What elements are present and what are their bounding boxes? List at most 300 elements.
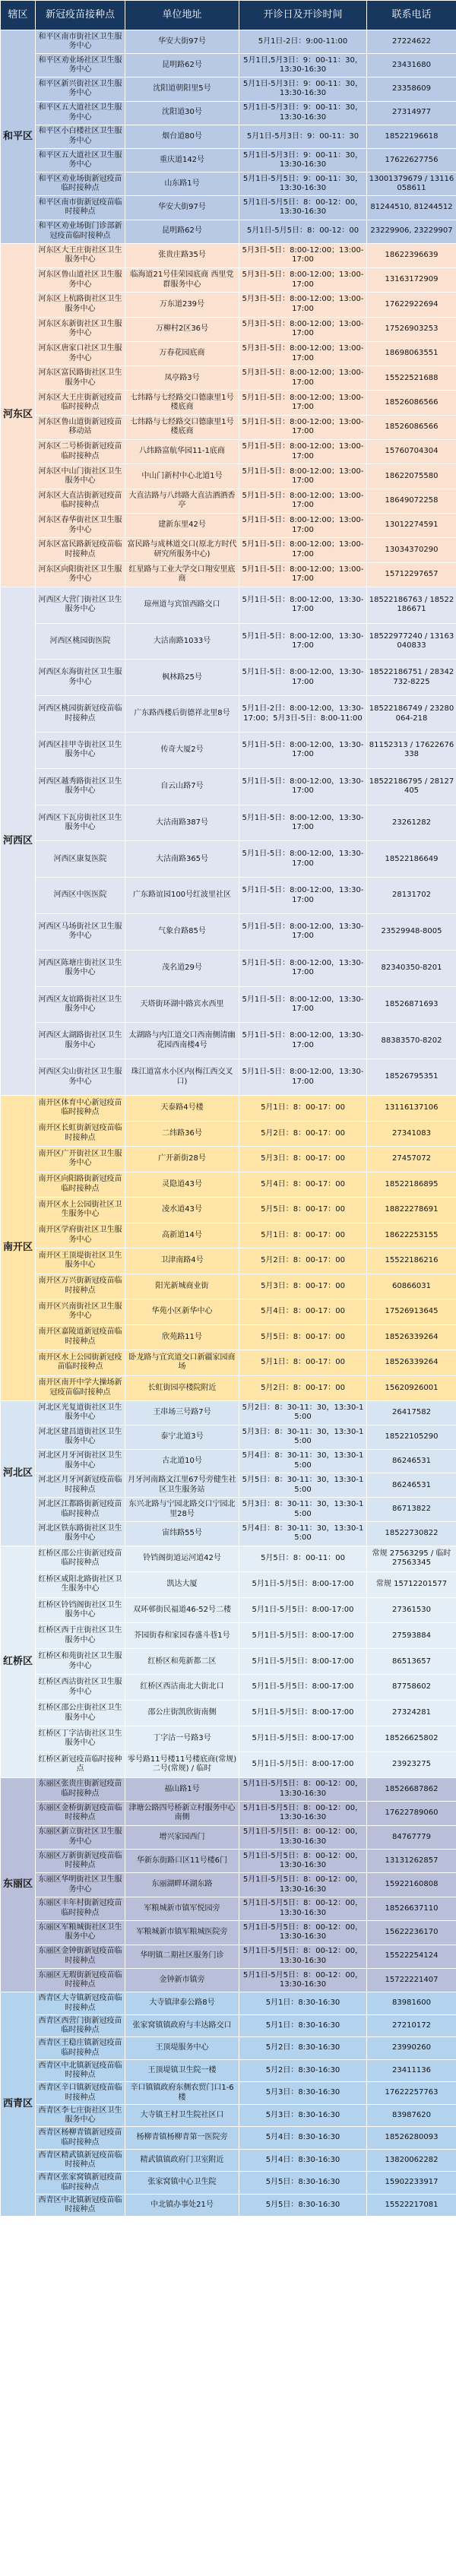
site-phone: 87758602 [367,1675,456,1701]
site-hours: 5月1日-5月3日：9：00-11：30 [239,125,367,148]
site-name: 河西区太湖路街社区卫生服务中心 [36,1023,125,1059]
site-name: 河东区大直沽街新冠疫苗临时接种点 [36,489,125,513]
site-phone: 27324281 [367,1701,456,1726]
site-phone: 13820062282 [367,2149,456,2172]
table-body [1,30,456,2217]
site-name: 西青区辛口镇新冠疫苗临时接种点 [36,2082,125,2105]
site-name: 河东区富民路街社区卫生服务中心 [36,366,125,391]
site-address: 七纬路与七经路交口德康里1号楼底商 [125,391,239,415]
table-row [1,1825,456,1849]
table-row [1,1897,456,1920]
site-address: 古北道10号 [125,1449,239,1473]
site-name: 河东区向阳街社区卫生服务中心 [36,562,125,587]
site-address: 邵公庄街凯欣街南侧 [125,1701,239,1726]
site-name: 南开区体育中心新冠疫苗临时接种点 [36,1096,125,1122]
site-phone: 15902233917 [367,2172,456,2195]
site-hours: 5月1日-5日：8:00-12:00；13:00-17:00 [239,391,367,415]
site-name: 南开区学府街社区卫生服务中心 [36,1223,125,1248]
site-name: 西青区精武镇新冠疫苗临时接种点 [36,2149,125,2172]
site-address: 沈阳道朝阳里5号 [125,78,239,101]
table-row [1,243,456,267]
table-row [1,317,456,341]
site-name: 和平区劝业场街门诊部新冠疫苗临时接种点 [36,220,125,243]
site-address: 广东路西楼后街德祥北里8号 [125,696,239,733]
table-row [1,1675,456,1701]
table-row [1,878,456,914]
table-row [1,623,456,660]
site-address: 烟台道80号 [125,125,239,148]
site-name: 红桥区铃铛阁街社区卫生服务中心 [36,1597,125,1623]
site-hours: 5月1日,5月3日：9：00-11：30，13:30-16:30 [239,54,367,78]
site-hours: 5月1日：8:30-16:30 [239,1992,367,2015]
site-hours: 5月2日：8：30-11：30，13:30-15:00 [239,1401,367,1426]
table-row [1,391,456,415]
site-name: 南开区兴南街社区卫生服务中心 [36,1299,125,1325]
site-phone: 13163172909 [367,267,456,292]
site-hours: 5月4日：8：30-11：30，13:30-15:00 [239,1449,367,1473]
site-hours: 5月3日-5日：8:00-12:00；13:00-17:00 [239,341,367,366]
site-phone: 17622627756 [367,148,456,172]
site-hours: 5月4日：8：00-17：00 [239,1172,367,1198]
site-phone: 23358609 [367,78,456,101]
site-name: 河东区春华街社区卫生服务中心 [36,513,125,537]
site-name: 河东区上杭路街社区卫生服务中心 [36,293,125,317]
site-phone: 23923275 [367,1752,456,1777]
site-address: 大寺镇王村卫生院社区口 [125,2104,239,2127]
table-row [1,196,456,220]
site-name: 河西区尖山街社区卫生服务中心 [36,1059,125,1096]
site-phone: 86513657 [367,1649,456,1675]
site-name: 和平区五大道社区卫生服务中心 [36,101,125,125]
table-row [1,1571,456,1597]
site-name: 红桥区丁字沽街社区卫生服务中心 [36,1726,125,1752]
site-hours: 5月3日-5日：8:00-12:00；13:00-17:00 [239,317,367,341]
site-address: 自云山路7号 [125,768,239,805]
site-phone: 18526795351 [367,1059,456,1096]
site-phone: 18526687862 [367,1777,456,1801]
table-row [1,341,456,366]
table-row [1,1777,456,1801]
site-name: 红桥区西于庄街社区卫生服务中心 [36,1623,125,1649]
site-name: 河东区唐家口社区卫生服务中心 [36,341,125,366]
site-address: 八纬路富航华园11-1底商 [125,440,239,464]
site-hours: 5月2日：8：00-17：00 [239,1375,367,1401]
table-row [1,1121,456,1147]
site-phone: 27314977 [367,101,456,125]
site-address: 华苑小区新华中心 [125,1299,239,1325]
site-name: 西青区李七庄街社区卫生服务中心 [36,2104,125,2127]
table-row [1,1701,456,1726]
site-hours: 5月2日：8:30-16:30 [239,2059,367,2082]
site-phone: 23411136 [367,2059,456,2082]
site-address: 王顶堤服务中心 [125,2037,239,2060]
site-name: 河西区桃园街新冠疫苗临时接种点 [36,696,125,733]
site-address: 二纬路36号 [125,1121,239,1147]
site-hours: 5月1日-5月5日：8:00-17:00 [239,1675,367,1701]
site-phone: 27361530 [367,1597,456,1623]
site-phone: 23431680 [367,54,456,78]
site-hours: 5月1日-5日：8:00-12:00，13:30-17:00 [239,986,367,1023]
site-hours: 5月2日：8：00-17：00 [239,1248,367,1274]
site-hours: 5月3日-5日：8:00-12:00；13:00-17:00 [239,293,367,317]
table-row [1,267,456,292]
district-cell: 河东区 [1,243,36,587]
site-hours: 5月1日：8：00-17：00 [239,1350,367,1376]
site-hours: 5月1日-5日：8:00-12:00；13:00-17:00 [239,464,367,489]
site-address: 万柳村2区36号 [125,317,239,341]
site-phone: 17622257763 [367,2082,456,2105]
site-address: 华安大街97号 [125,30,239,54]
site-phone: 13131262857 [367,1849,456,1872]
table-row [1,2194,456,2217]
site-address: 灵隐道43号 [125,1172,239,1198]
site-phone: 13001379679 / 13116058611 [367,172,456,196]
site-phone: 23529948-8005 [367,914,456,951]
site-phone: 17526903253 [367,317,456,341]
site-address: 太湖路与内江道交口西南侧清幽花园西南楼4号 [125,1023,239,1059]
site-address: 东丽湖畔环湖东路 [125,1873,239,1897]
site-phone: 13034370290 [367,538,456,562]
site-phone: 18622396639 [367,243,456,267]
site-phone: 18522186763 / 18522186671 [367,587,456,623]
site-phone: 60866031 [367,1274,456,1299]
site-name: 西青区杨柳青镇新冠疫苗临时接种点 [36,2127,125,2150]
site-name: 红桥区咸阳北路街社区卫生服务中心 [36,1571,125,1597]
site-name: 西青区西营门街新冠疫苗临时接种点 [36,2014,125,2037]
site-name: 河东区鲁山道社区卫生服务中心 [36,267,125,292]
site-name: 河西区中医医院 [36,878,125,914]
table-row [1,30,456,54]
site-hours: 5月1日-5月5日：8:00-17:00 [239,1649,367,1675]
site-hours: 5月1日-5日：8:00-12:00；13:00-17:00 [239,440,367,464]
site-hours: 5月1日-2日：9:00-11:00 [239,30,367,54]
site-phone: 18622075580 [367,464,456,489]
site-address: 红星路与工业大学交口翔安里底商 [125,562,239,587]
site-name: 东丽区华明街社区卫生服务中心 [36,1873,125,1897]
site-hours: 5月4日：8：30-11：30，13:30-15:00 [239,1521,367,1546]
site-address: 零号路11号楼11号楼底商(常规)二号(常规) / 临时 [125,1752,239,1777]
site-name: 南开区王顶堤街社区卫生服务中心 [36,1248,125,1274]
site-phone: 18526339264 [367,1324,456,1350]
site-hours: 5月1日-5月5日：8：00-12：00 [239,220,367,243]
table-row [1,148,456,172]
site-hours: 5月1日：8：00-17：00 [239,1096,367,1122]
site-hours: 5月1日-5月5日：8:00-17:00 [239,1726,367,1752]
site-phone: 86246531 [367,1449,456,1473]
site-address: 昆明路62号 [125,220,239,243]
site-address: 广东路谊园100号红波里社区 [125,878,239,914]
site-phone: 15522254124 [367,1945,456,1968]
site-hours: 5月1日-5日：8:00-12:00，13:30-17:00 [239,660,367,696]
site-phone: 15522186216 [367,1248,456,1274]
site-phone: 88383570-8202 [367,1023,456,1059]
site-hours: 5月2日：8：00-17：00 [239,1121,367,1147]
site-hours: 5月1日-5日：8:00-12:00，13:30-17:00 [239,733,367,769]
site-phone: 18522105290 [367,1425,456,1449]
site-hours: 5月1日-5月5日：8:00-17:00 [239,1571,367,1597]
site-name: 河西区越秀路街社区卫生服务中心 [36,768,125,805]
site-name: 西青区中北镇新冠疫苗临时接种点 [36,2194,125,2217]
site-name: 河北区铁东路街社区卫生服务中心 [36,1521,125,1546]
site-hours: 5月1日-5日：8:00-12:00；13:00-17:00 [239,562,367,587]
table-row [1,1498,456,1522]
site-address: 高新道14号 [125,1223,239,1248]
site-address: 津塘公路四号桥新立村服务中心南侧 [125,1802,239,1825]
site-address: 中北镇办事处21号 [125,2194,239,2217]
site-name: 和平区五大道社区卫生服务中心 [36,148,125,172]
site-hours: 5月1日-5月5日：8：00-12：00，13:30-16:30 [239,1825,367,1849]
site-name: 和平区南市街新冠疫苗临时接种点 [36,196,125,220]
site-name: 河西区陈塘庄街社区卫生服务中心 [36,950,125,986]
site-phone: 81244510, 81244512 [367,196,456,220]
site-hours: 5月1日-5日：8:00-12:00；13:00-17:00 [239,538,367,562]
site-address: 气象台路85号 [125,914,239,951]
site-address: 军粮城新市镇军悦园旁 [125,1897,239,1920]
site-hours: 5月4日：8:30-16:30 [239,2127,367,2150]
site-phone: 15522217081 [367,2194,456,2217]
site-phone: 13116137106 [367,1096,456,1122]
site-name: 和平区劝业场社区卫生服务中心 [36,54,125,78]
header-address: 单位地址 [125,1,239,30]
table-row [1,733,456,769]
site-name: 河东区二号桥街新冠疫苗临时接种点 [36,440,125,464]
site-name: 和平区新兴街社区卫生服务中心 [36,78,125,101]
site-name: 河北区光复道街社区卫生服务中心 [36,1401,125,1426]
site-name: 东丽区无瑕街新冠疫苗临时接种点 [36,1968,125,1992]
table-row [1,440,456,464]
site-hours: 5月1日：8：00-17：00 [239,1223,367,1248]
site-address: 军粮城新市镇军粮城医院旁 [125,1921,239,1945]
site-address: 王串场三号路7号 [125,1401,239,1426]
site-address: 万春花园底商 [125,341,239,366]
site-name: 东丽区丰年村街新冠疫苗临时接种点 [36,1897,125,1920]
site-name: 河西区友谊路街社区卫生服务中心 [36,986,125,1023]
table-row [1,1921,456,1945]
site-phone: 18522186795 / 28127405 [367,768,456,805]
site-name: 河北区月牙河街社区卫生服务中心 [36,1449,125,1473]
table-row [1,2149,456,2172]
table-row [1,805,456,841]
site-phone: 18526339264 [367,1350,456,1376]
site-phone: 17622922694 [367,293,456,317]
site-phone: 18526086566 [367,391,456,415]
site-address: 宙纬路55号 [125,1521,239,1546]
site-name: 西青区王稳庄镇新冠疫苗临时接种点 [36,2037,125,2060]
site-hours: 5月1日-5月5日：8:00-17:00 [239,1752,367,1777]
site-hours: 5月1日-5日：8:00-12:00，13:30-17:00 [239,950,367,986]
site-phone: 26417582 [367,1401,456,1426]
site-name: 南开区长虹街新冠疫苗临时接种点 [36,1121,125,1147]
site-hours: 5月1日-5月5日：8：00-12：00，13:30-16:30 [239,1777,367,1801]
table-row [1,1172,456,1198]
site-address: 大沽南路1033号 [125,623,239,660]
site-phone: 15522521688 [367,366,456,391]
site-address: 珠江道富水小区内(梅江西交叉口) [125,1059,239,1096]
site-phone: 18698063551 [367,341,456,366]
site-address: 张家窝镇镇政府与丰达路交口 [125,2014,239,2037]
site-address: 枫林路25号 [125,660,239,696]
site-phone: 13012274591 [367,513,456,537]
site-address: 凯达大厦 [125,1571,239,1597]
site-hours: 5月1日-5日：8:00-12:00，13:30-17:00 [239,878,367,914]
site-name: 南开区向阳路街新冠疫苗临时接种点 [36,1172,125,1198]
table-row [1,841,456,878]
table-row [1,1274,456,1299]
district-cell: 河北区 [1,1401,36,1546]
site-address: 卧龙路与宜宾道交口新疆家园商场 [125,1350,239,1376]
table-row [1,1324,456,1350]
site-address: 富民路与成林道交口(原北方时代研究所服务中心) [125,538,239,562]
site-phone: 18822278691 [367,1198,456,1223]
site-hours: 5月1日-5月5日：8：00-12：00，13:30-16:30 [239,1802,367,1825]
table-row [1,1059,456,1096]
site-address: 华新东街路口区11号楼6门 [125,1849,239,1872]
site-phone: 常规 27563295 / 临时 27563345 [367,1546,456,1571]
table-row [1,1198,456,1223]
site-hours: 5月5日：8：00-17：00 [239,1198,367,1223]
site-hours: 5月3日：8:30-16:30 [239,2104,367,2127]
site-address: 大寺镇津泰公路8号 [125,1992,239,2015]
site-hours: 5月1日-5日：8:00-12:00，13:30-17:00 [239,914,367,951]
site-address: 张贵庄路35号 [125,243,239,267]
site-phone: 18522186751 / 28342732-8225 [367,660,456,696]
site-name: 红桥区新冠疫苗临时接种点 [36,1752,125,1777]
table-row [1,1425,456,1449]
site-hours: 5月1日-5月5日：8：00-12：00，13:30-16:30 [239,1921,367,1945]
site-name: 河西区下瓦房街社区卫生服务中心 [36,805,125,841]
site-name: 红桥区和苑街社区卫生服务中心 [36,1649,125,1675]
site-phone: 18622253155 [367,1223,456,1248]
site-hours: 5月1日-5月5日：8：00-12：00，13:30-16:30 [239,1873,367,1897]
site-hours: 5月1日-5月3日：9：00-11：30，13:30-16:30 [239,78,367,101]
table-row [1,2082,456,2105]
table-row [1,2014,456,2037]
site-hours: 5月5日：8：30-11：30，13:30-15:00 [239,1473,367,1498]
table-row [1,1802,456,1825]
site-address: 金钟新市镇旁 [125,1968,239,1992]
site-phone: 18522186895 [367,1172,456,1198]
site-address: 王顶堤镇卫生院一楼 [125,2059,239,2082]
site-address: 铃铛阁街道运河道42号 [125,1546,239,1571]
site-hours: 5月5日：8:30-16:30 [239,2194,367,2217]
table-row [1,768,456,805]
site-address: 丁字沽一号路3号 [125,1726,239,1752]
site-hours: 5月5日：8:30-16:30 [239,2172,367,2195]
site-address: 精武镇镇政府门卫室附近 [125,2149,239,2172]
site-address: 辛口镇镇政府东侧农贸门口1-6楼 [125,2082,239,2105]
site-address: 大沽南路387号 [125,805,239,841]
site-name: 南开区万兴街新冠疫苗临时接种点 [36,1274,125,1299]
site-address: 欣苑路11号 [125,1324,239,1350]
site-phone: 83987620 [367,2104,456,2127]
site-phone: 28131702 [367,878,456,914]
site-hours: 5月3日：8：30-11：30，13:30-15:00 [239,1425,367,1449]
site-phone: 27457072 [367,1147,456,1172]
site-name: 东丽区军粮城街社区卫生服务中心 [36,1921,125,1945]
site-hours: 5月1日-5月5日：8：00-12：00，13:30-16:30 [239,1849,367,1872]
table-row [1,489,456,513]
site-address: 长虹街园亭楼院附近 [125,1375,239,1401]
site-name: 东丽区金桥街新冠疫苗临时接种点 [36,1802,125,1825]
district-cell: 和平区 [1,30,36,244]
site-phone: 86713822 [367,1498,456,1522]
site-name: 西青区大寺镇新冠疫苗临时接种点 [36,1992,125,2015]
site-phone: 81152313 / 17622676338 [367,733,456,769]
table-row [1,1299,456,1325]
table-row [1,2127,456,2150]
site-phone: 18526280093 [367,2127,456,2150]
header-district: 辖区 [1,1,36,30]
site-address: 福山路1号 [125,1777,239,1801]
site-address: 琼州道与宾馆西路交口 [125,587,239,623]
table-row [1,1597,456,1623]
site-address: 大直沽路与八纬路大直沽酒酒香亭 [125,489,239,513]
site-name: 河东区鲁山道街新冠疫苗移动站 [36,415,125,439]
table-row [1,1521,456,1546]
site-hours: 5月1日-5日：8:00-12:00，13:30-17:00 [239,1059,367,1096]
site-name: 河北区江都路街新冠疫苗临时接种点 [36,1498,125,1522]
site-name: 南开区水上公园街新冠疫苗临时接种点 [36,1350,125,1376]
site-name: 河北区建昌道街社区卫生服务中心 [36,1425,125,1449]
table-row [1,415,456,439]
header-row [1,1,456,30]
table-row [1,660,456,696]
site-phone: 18526086566 [367,415,456,439]
table-row [1,1649,456,1675]
site-address: 广开新街28号 [125,1147,239,1172]
site-phone: 84767779 [367,1825,456,1849]
site-name: 和平区小白楼社区卫生服务中心 [36,125,125,148]
site-phone: 15620926001 [367,1375,456,1401]
site-phone: 18522730822 [367,1521,456,1546]
site-hours: 5月2日：8:30-16:30 [239,2037,367,2060]
site-name: 河西区挂甲寺街社区卫生服务中心 [36,733,125,769]
site-address: 凌水道43号 [125,1198,239,1223]
site-name: 东丽区新立街社区卫生服务中心 [36,1825,125,1849]
site-name: 南开区南开中学大操场新冠疫苗临时接种点 [36,1375,125,1401]
site-hours: 5月1日-5月5日：8:00-17:00 [239,1623,367,1649]
table-row [1,1401,456,1426]
site-hours: 5月5日：8：00-11：00 [239,1546,367,1571]
site-hours: 5月1日：8:30-16:30 [239,2014,367,2037]
site-address: 建新东里42号 [125,513,239,537]
site-phone: 17526913645 [367,1299,456,1325]
table-row [1,172,456,196]
site-hours: 5月3日：8：00-17：00 [239,1274,367,1299]
site-phone: 15760704304 [367,440,456,464]
site-address: 华明镇二期社区服务门诊 [125,1945,239,1968]
site-address: 天塔街环湖中路宾水西里 [125,986,239,1023]
site-address: 增兴家园西门 [125,1825,239,1849]
table-row [1,54,456,78]
site-address: 东兴北路与宁园北路交口宁园北里28号 [125,1498,239,1522]
site-hours: 5月1日-5日：8:00-12:00，13:30-17:00 [239,623,367,660]
table-row [1,1147,456,1172]
site-hours: 5月4日：8：00-17：00 [239,1299,367,1325]
table-row [1,950,456,986]
site-name: 南开区水上公园街社区卫生服务中心 [36,1198,125,1223]
table-row [1,1023,456,1059]
table-row [1,914,456,951]
site-hours: 5月3日：8:30-16:30 [239,2082,367,2105]
site-name: 西青区中北镇新冠疫苗临时接种点 [36,2059,125,2082]
site-hours: 5月1日-5日：8:00-12:00，13:30-17:00 [239,1023,367,1059]
table-row [1,1752,456,1777]
site-phone: 18526625802 [367,1726,456,1752]
table-row [1,2104,456,2127]
site-hours: 5月1日-5月5日：8：00-12：00，13:30-16:30 [239,196,367,220]
site-hours: 5月4日：8:30-16:30 [239,2149,367,2172]
